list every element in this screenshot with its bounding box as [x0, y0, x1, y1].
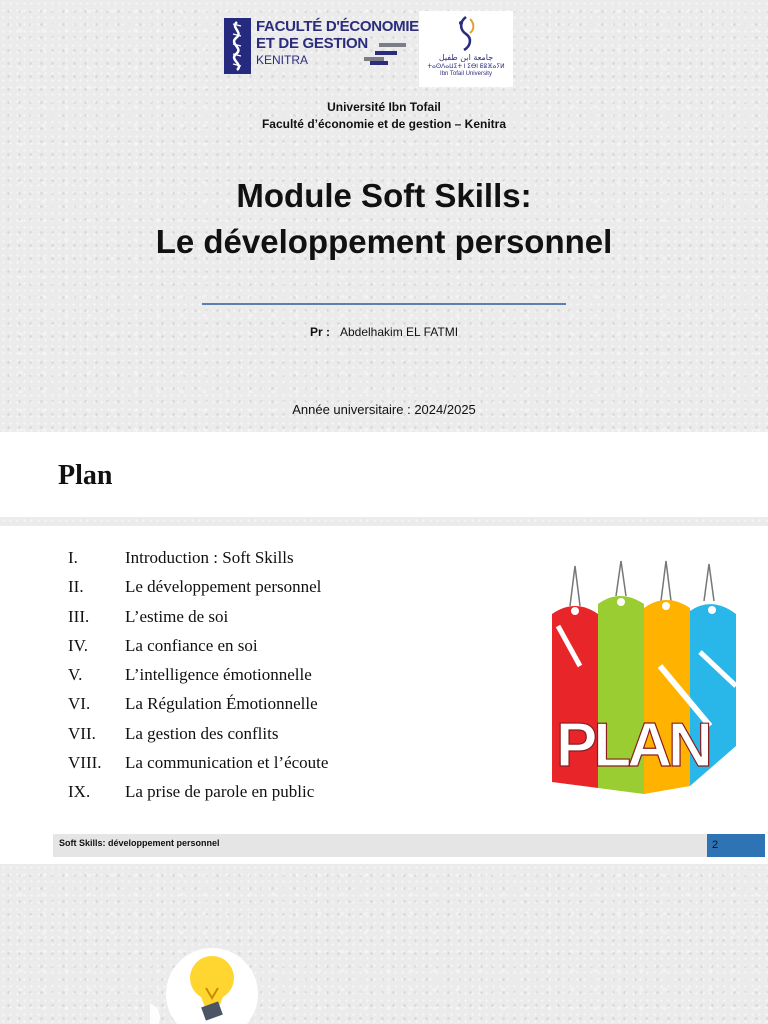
title-slide [0, 0, 768, 432]
faculty-logo-line3: KENITRA [256, 53, 309, 67]
university-logo-english: Ibn Tofail University [440, 71, 492, 77]
item-label: La communication et l’écoute [125, 753, 329, 773]
item-label: Introduction : Soft Skills [125, 548, 294, 567]
faculty-logo-line1: FACULTÉ D'ÉCONOMIE [256, 18, 419, 35]
university-logo-tifinagh: ⵜⴰⵙⴷⴰⵡⵉⵜ ⵏ ⵉⴱⵏ ⵟⵓⴼⴰⵢⵍ [427, 64, 505, 70]
page-number-box [707, 834, 765, 857]
logo-stripe [375, 51, 397, 55]
university-logo-arabic: جامعة ابن طفيل [438, 53, 494, 62]
module-subtitle: Le développement personnel [155, 223, 613, 260]
plan-image-text: PLAN [556, 711, 709, 780]
professor-name: Abdelhakim EL FATMI [339, 325, 459, 339]
item-number: I. [68, 548, 78, 567]
logo-stripe [370, 61, 388, 65]
faculty-name: Faculté d’économie et de gestion – Kenitra [261, 117, 507, 131]
item-number: III. [68, 606, 90, 626]
item-label: La gestion des conflits [125, 723, 279, 743]
logo-stripe [379, 43, 406, 47]
plan-title: Plan [58, 460, 113, 491]
item-number: VIII. [68, 753, 102, 773]
lightbulb-icon [150, 948, 270, 1024]
slide-separator [0, 517, 768, 526]
professor-line [0, 325, 768, 339]
slide-footer [53, 834, 707, 857]
item-number: VII. [68, 723, 96, 743]
university-logo [419, 11, 513, 87]
item-number: VI. [68, 694, 91, 714]
item-number: V. [68, 665, 83, 685]
faculty-logo-line2: ET DE GESTION [256, 35, 368, 52]
faculty-logo [224, 16, 419, 76]
module-title: Module Soft Skills: [236, 177, 532, 214]
plan-slide-body [0, 526, 768, 864]
item-label: La confiance en soi [125, 635, 258, 655]
item-number: II. [68, 577, 84, 597]
university-name: Université Ibn Tofail [327, 100, 441, 114]
faculty-logo-emblem [224, 18, 251, 74]
item-number: IV. [68, 635, 88, 655]
footer-text: Soft Skills: développement personnel [59, 838, 220, 848]
item-number: IX. [68, 782, 91, 802]
academic-year: Année universitaire : 2024/2025 [292, 402, 476, 417]
item-label: La prise de parole en public [125, 782, 315, 802]
plan-tags-illustration [540, 556, 745, 806]
item-label: La Régulation Émotionnelle [125, 694, 318, 714]
professor-label: Pr : [309, 325, 330, 339]
next-slide-preview [0, 864, 768, 1024]
page-number: 2 [712, 839, 719, 851]
item-label: Le développement personnel [125, 577, 322, 597]
title-divider [202, 303, 566, 305]
plan-header [0, 432, 768, 517]
item-label: L’estime de soi [125, 606, 229, 626]
university-emblem-icon [449, 14, 483, 52]
item-label: L’intelligence émotionnelle [125, 665, 312, 685]
